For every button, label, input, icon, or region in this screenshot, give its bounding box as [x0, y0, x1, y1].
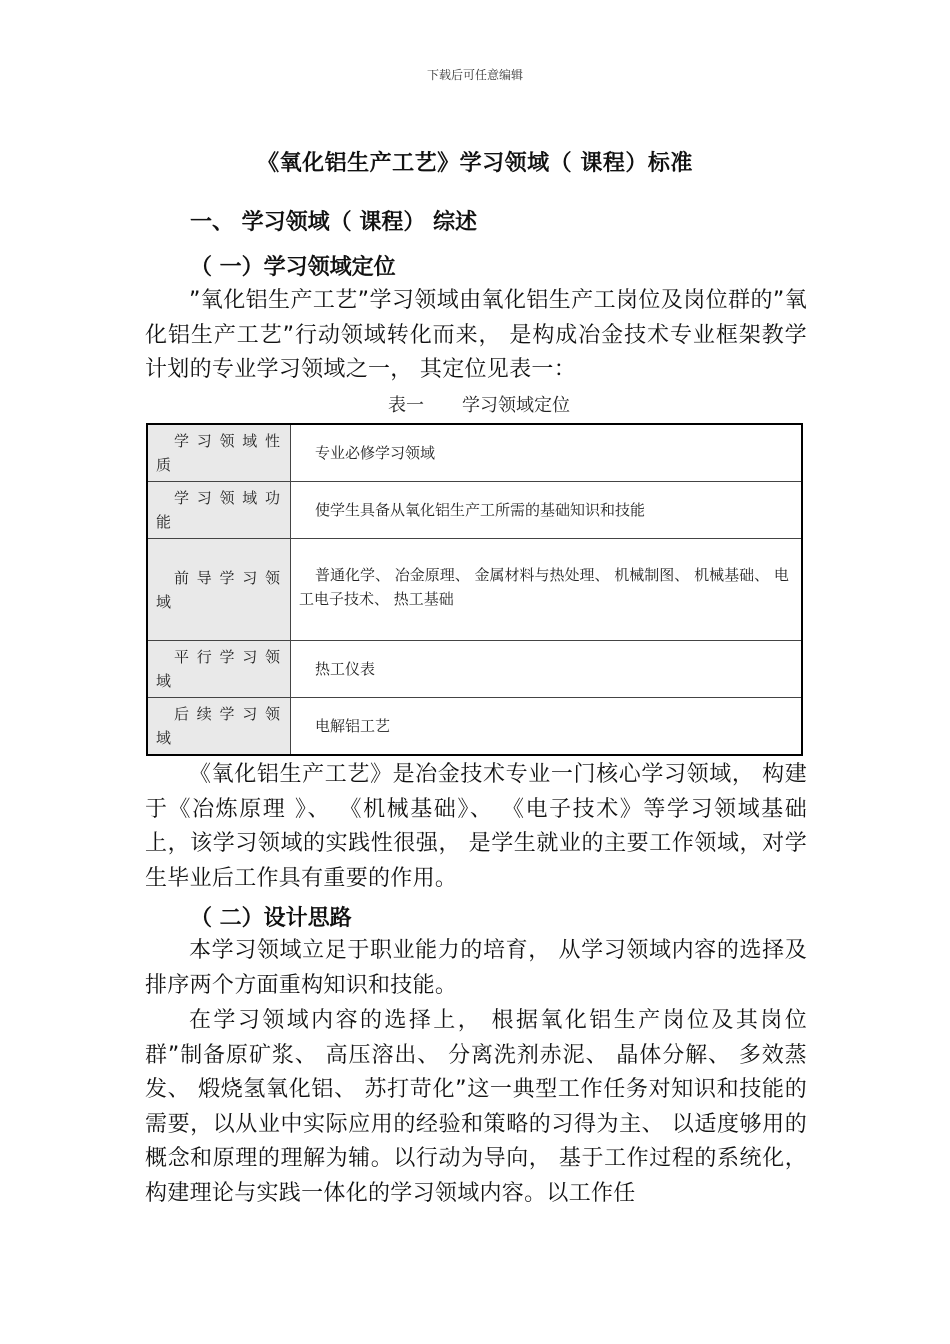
- core-course-paragraph: 《氧化铝生产工艺》是冶金技术专业一门核心学习领域， 构建于《冶炼原理 》、 《机械基础》、 《电子技术》等学习领域基础上，该学习领域的实践性很强， 是学生就业的主要工作领域，对学生毕业后工作具有重要的作用。: [145, 762, 807, 891]
- row-value: 普通化学、 冶金原理、 金属材料与热处理、 机械制图、 机械基础、 电工电子技术、 热工基础: [291, 539, 803, 641]
- row-label: 平行学习领域: [147, 641, 291, 698]
- positioning-table: [146, 423, 803, 756]
- section-heading-overview: 一、 学习领域（ 课程） 综述: [190, 210, 477, 235]
- table-row: [147, 539, 802, 641]
- table-caption: [388, 391, 570, 417]
- subsection-heading-positioning: （ 一）学习领域定位: [190, 255, 396, 280]
- positioning-paragraph: ”氧化铝生产工艺”学习领域由氧化铝生产工岗位及岗位群的”氧化铝生产工艺”行动领域转化而来， 是构成冶金技术专业框架教学计划的专业学习领域之一， 其定位见表一：: [145, 288, 807, 382]
- table-row: [147, 482, 802, 539]
- row-value: 电解铝工艺: [291, 698, 803, 756]
- subsection-heading-design: （ 二）设计思路: [190, 906, 352, 931]
- header-note: 下载后可任意编辑: [426, 68, 523, 82]
- design-paragraph-2: 在学习领域内容的选择上， 根据氧化铝生产岗位及其岗位群”制备原矿浆、 高压溶出、 分离洗剂赤泥、 晶体分解、 多效蒸发、 煅烧氢氧化铝、 苏打苛化”这一典型工作任务对知识和技能的需要，以从业中实际应用的经验和策略的习得为主、 以适度够用的概念和原理的理解为辅。以行动为导向， 基于工作过程的系统化， 构建理论与实践一体化的学习领域内容。以工作任: [145, 1008, 807, 1206]
- row-label: 前导学习领域: [147, 539, 291, 641]
- design-paragraph-1: 本学习领域立足于职业能力的培育， 从学习领域内容的选择及排序两个方面重构知识和技能。: [145, 938, 807, 998]
- row-value: 热工仪表: [291, 641, 803, 698]
- row-label: 学习领域性质: [147, 424, 291, 482]
- table-row: [147, 698, 802, 756]
- table-caption-title: 学习领域定位: [462, 395, 570, 416]
- row-value: 使学生具备从氧化铝生产工所需的基础知识和技能: [291, 482, 803, 539]
- table-row: [147, 424, 802, 482]
- table-caption-id: 表一: [388, 395, 424, 416]
- row-label: 后续学习领域: [147, 698, 291, 756]
- table-row: [147, 641, 802, 698]
- row-value: 专业必修学习领域: [291, 424, 803, 482]
- document-title: 《氧化铝生产工艺》学习领域（ 课程）标准: [257, 151, 693, 176]
- row-label: 学习领域功能: [147, 482, 291, 539]
